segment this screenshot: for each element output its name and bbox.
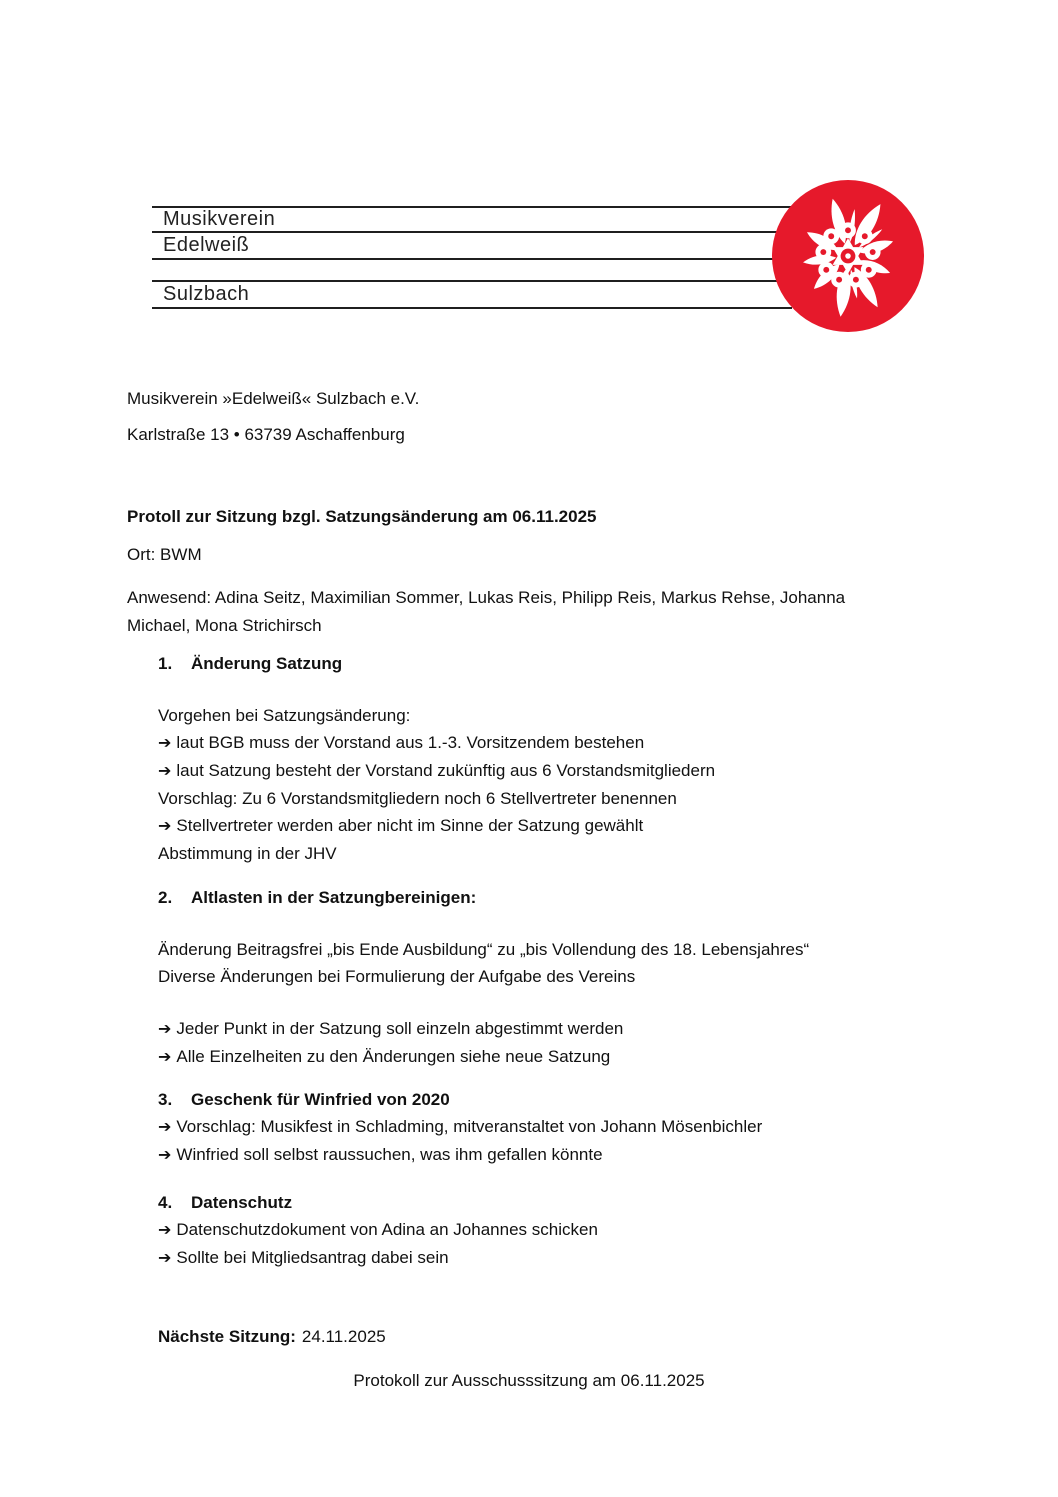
bullet-text: Sollte bei Mitgliedsantrag dabei sein	[176, 1248, 449, 1267]
text-line: Diverse Änderungen bei Formulierung der Aufgabe des Vereins	[158, 967, 636, 986]
bullet-line	[158, 1015, 938, 1043]
bullet-arrow-icon: ➔	[158, 1147, 172, 1164]
section-heading	[158, 650, 938, 677]
bullet-text: Stellvertreter werden aber nicht im Sinne der Satzung gewählt	[176, 816, 644, 835]
section-aenderung-satzung	[158, 650, 938, 867]
letterhead	[152, 206, 792, 309]
bullet-arrow-icon: ➔	[158, 735, 172, 752]
bullet-line	[158, 1113, 938, 1141]
section-title: Geschenk für Winfried von 2020	[191, 1090, 450, 1109]
bullet-arrow-icon: ➔	[158, 1250, 172, 1267]
letterhead-rule	[152, 307, 792, 309]
bullet-line	[158, 1043, 938, 1071]
bullet-arrow-icon: ➔	[158, 1119, 172, 1136]
section-number: 2.	[158, 888, 173, 907]
bullet-line	[158, 757, 938, 785]
bullet-text: Jeder Punkt in der Satzung soll einzeln abgestimmt werden	[176, 1019, 624, 1038]
letterhead-row-sulzbach: Sulzbach	[163, 283, 250, 305]
section-title: Altlasten in der Satzungbereinigen:	[191, 888, 477, 907]
doc-title: Protoll zur Sitzung bzgl. Satzungsänderung am 06.11.2025	[127, 507, 597, 526]
attendees-line: Anwesend: Adina Seitz, Maximilian Sommer, Lukas Reis, Philipp Reis, Markus Rehse, Johanna Michael, Mona Strichirsch	[127, 588, 846, 635]
next-meeting-date: 24.11.2025	[301, 1327, 386, 1346]
section-heading	[158, 884, 938, 911]
section-heading	[158, 1086, 938, 1113]
bullet-arrow-icon: ➔	[158, 1021, 172, 1038]
text-line: Abstimmung in der JHV	[158, 844, 337, 863]
page-footer: Protokoll zur Ausschusssitzung am 06.11.2025	[353, 1371, 705, 1390]
section-title: Datenschutz	[191, 1193, 293, 1212]
bullet-line	[158, 1141, 938, 1169]
section-number: 4.	[158, 1193, 173, 1212]
bullet-line	[158, 1216, 938, 1244]
letterhead-row-edelweiss: Edelweiß	[163, 234, 250, 256]
bullet-line	[158, 812, 938, 840]
next-meeting-label: Nächste Sitzung:	[158, 1327, 296, 1346]
bullet-line	[158, 729, 938, 757]
text-line: Änderung Beitragsfrei „bis Ende Ausbildung“ zu „bis Vollendung des 18. Lebensjahres“	[158, 940, 810, 959]
bullet-arrow-icon: ➔	[158, 818, 172, 835]
section-heading	[158, 1189, 938, 1216]
next-meeting-line	[158, 1323, 386, 1350]
bullet-text: Vorschlag: Musikfest in Schladming, mitveranstaltet von Johann Mösenbichler	[176, 1117, 763, 1136]
bullet-text: Alle Einzelheiten zu den Änderungen siehe neue Satzung	[176, 1047, 611, 1066]
bullet-text: Datenschutzdokument von Adina an Johannes schicken	[176, 1220, 598, 1239]
letterhead-row-musikverein: Musikverein	[163, 208, 276, 230]
location-line: Ort: BWM	[127, 545, 202, 564]
edelweiss-logo-icon	[771, 179, 925, 333]
letterhead-row-empty	[152, 260, 792, 280]
bullet-arrow-icon: ➔	[158, 763, 172, 780]
org-name-line: Musikverein »Edelweiß« Sulzbach e.V.	[127, 389, 420, 408]
bullet-text: Winfried soll selbst raussuchen, was ihm gefallen könnte	[176, 1145, 603, 1164]
org-address-line: Karlstraße 13 • 63739 Aschaffenburg	[127, 425, 405, 444]
text-line: Vorschlag: Zu 6 Vorstandsmitgliedern noch 6 Stellvertreter benennen	[158, 789, 677, 808]
section-number: 1.	[158, 654, 173, 673]
bullet-arrow-icon: ➔	[158, 1049, 172, 1066]
bullet-arrow-icon: ➔	[158, 1222, 172, 1239]
section-altlasten	[158, 884, 938, 1071]
bullet-line	[158, 1244, 938, 1272]
bullet-text: laut BGB muss der Vorstand aus 1.-3. Vorsitzendem bestehen	[176, 733, 645, 752]
section-datenschutz	[158, 1189, 938, 1272]
section-geschenk-winfried	[158, 1086, 938, 1169]
bullet-text: laut Satzung besteht der Vorstand zukünftig aus 6 Vorstandsmitgliedern	[176, 761, 716, 780]
section-title: Änderung Satzung	[191, 654, 343, 673]
section-number: 3.	[158, 1090, 173, 1109]
text-line: Vorgehen bei Satzungsänderung:	[158, 706, 411, 725]
